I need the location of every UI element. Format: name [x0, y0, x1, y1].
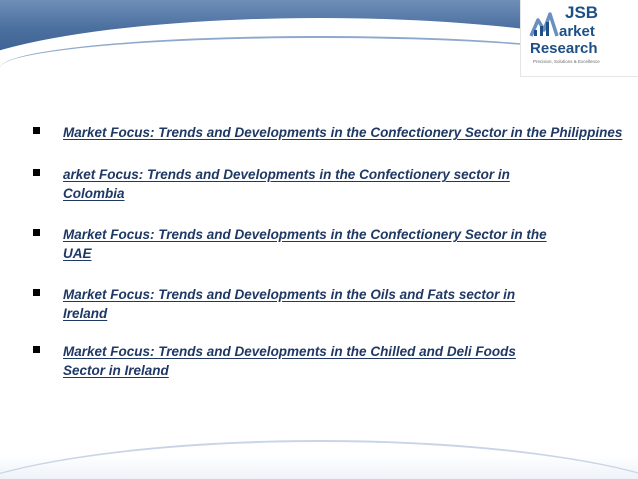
square-bullet-icon — [33, 289, 40, 296]
square-bullet-icon — [33, 346, 40, 353]
logo-jsb-text: JSB — [565, 3, 599, 22]
square-bullet-icon — [33, 127, 40, 134]
report-link[interactable]: Market Focus: Trends and Developments in the Oils and Fats sector in Ireland — [63, 287, 516, 321]
report-link[interactable]: Market Focus: Trends and Developments in the Confectionery Sector in the Philippines — [63, 125, 623, 140]
square-bullet-icon — [33, 169, 40, 176]
report-link[interactable]: Market Focus: Trends and Developments in the Confectionery Sector in the UAE — [63, 227, 547, 261]
logo-market-text: arket — [559, 23, 595, 40]
logo-tagline: Precision, Solutions & Excellence — [533, 59, 600, 64]
m-chart-logo-icon — [531, 14, 557, 36]
report-link[interactable]: arket Focus: Trends and Developments in the Confectionery sector in Colombia — [63, 167, 510, 201]
report-link[interactable]: Market Focus: Trends and Developments in the Chilled and Deli Foods Sector in Ireland — [63, 344, 516, 378]
logo-research-text: Research — [530, 40, 598, 57]
square-bullet-icon — [33, 229, 40, 236]
company-logo — [520, 0, 638, 77]
footer-curve — [0, 440, 638, 479]
